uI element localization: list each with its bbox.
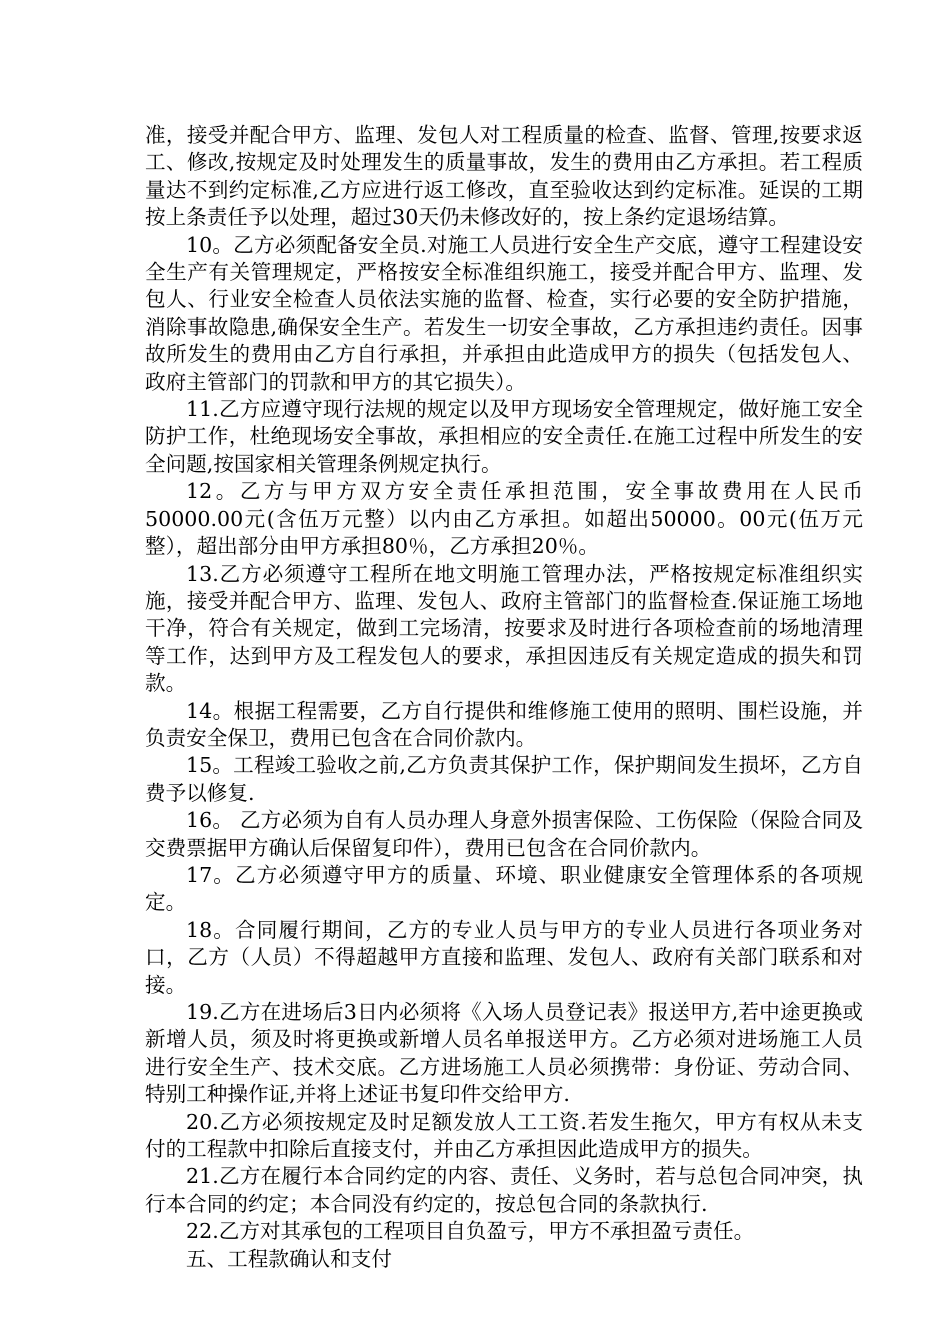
section-heading-payment: 五、工程款确认和支付 [186,1246,392,1271]
paragraph-clause-20: 20.乙方必须按规定及时足额发放人工工资.若发生拖欠，甲方有权从未支付的工程款中扣除后直接支付，并由乙方承担因此造成甲方的损失。 [145,1109,863,1162]
document-page [145,122,863,1273]
paragraph-clause-22: 22.乙方对其承包的工程项目自负盈亏，甲方不承担盈亏责任。 [186,1219,755,1244]
paragraph-clause-19: 19.乙方在进场后3日内必须将《入场人员登记表》报送甲方,若中途更换或新增人员，须及时将更换或新增人员名单报送甲方。乙方必须对进场施工人员进行安全生产、技术交底。乙方进场施工人员必须携带：身份证、劳动合同、特别工种操作证,并将上述证书复印件交给甲方. [145,1000,863,1107]
paragraph-clause-12: 12。乙方与甲方双方安全责任承担范围，安全事故费用在人民币50000.00元(含伍万元整）以内由乙方承担。如超出50000。00元(伍万元整），超出部分由甲方承担80％，乙方承担20％。 [145,479,863,559]
paragraph-clause-15: 15。工程竣工验收之前,乙方负责其保护工作，保护期间发生损坏，乙方自费予以修复. [145,753,863,805]
paragraph-clause-17: 17。乙方必须遵守甲方的质量、环境、职业健康安全管理体系的各项规定。 [145,862,863,915]
paragraph-quality-continued: 准，接受并配合甲方、监理、发包人对工程质量的检查、监督、管理,按要求返工、修改,按规定及时处理发生的质量事故，发生的费用由乙方承担。若工程质量达不到约定标准,乙方应进行返工修改，直至验收达到约定标准。延误的工期按上条责任予以处理，超过30天仍未修改好的，按上条约定退场结算。 [145,123,863,230]
paragraph-clause-10: 10。乙方必须配备安全员.对施工人员进行安全生产交底，遵守工程建设安全生产有关管理规定，严格按安全标准组织施工，接受并配合甲方、监理、发包人、行业安全检查人员依法实施的监督、检查，实行必要的安全防护措施，消除事故隐患,确保安全生产。若发生一切安全事故，乙方承担违约责任。因事故所发生的费用由乙方自行承担，并承担由此造成甲方的损失（包括发包人、政府主管部门的罚款和甲方的其它损失）。 [145,232,863,394]
paragraph-clause-21: 21.乙方在履行本合同约定的内容、责任、义务时，若与总包合同冲突，执行本合同的约定；本合同没有约定的，按总包合同的条款执行. [145,1164,863,1216]
paragraph-clause-14: 14。根据工程需要，乙方自行提供和维修施工使用的照明、围栏设施，并负责安全保卫，费用已包含在合同价款内。 [145,698,863,750]
paragraph-clause-13: 13.乙方必须遵守工程所在地文明施工管理办法，严格按规定标准组织实施，接受并配合甲方、监理、发包人、政府主管部门的监督检查.保证施工场地干净，符合有关规定，做到工完场清，按要求及时进行各项检查前的场地清理等工作，达到甲方及工程发包人的要求，承担因违反有关规定造成的损失和罚款。 [145,561,863,696]
paragraph-clause-18: 18。合同履行期间，乙方的专业人员与甲方的专业人员进行各项业务对口，乙方（人员）不得超越甲方直接和监理、发包人、政府有关部门联系和对接。 [145,917,863,997]
paragraph-clause-11: 11.乙方应遵守现行法规的规定以及甲方现场安全管理规定，做好施工安全防护工作，杜绝现场安全事故，承担相应的安全责任.在施工过程中所发生的安全问题,按国家相关管理条例规定执行。 [145,397,863,476]
paragraph-clause-16: 16。 乙方必须为自有人员办理人身意外损害保险、工伤保险（保险合同及交费票据甲方确认后保留复印件），费用已包含在合同价款内。 [145,808,863,860]
